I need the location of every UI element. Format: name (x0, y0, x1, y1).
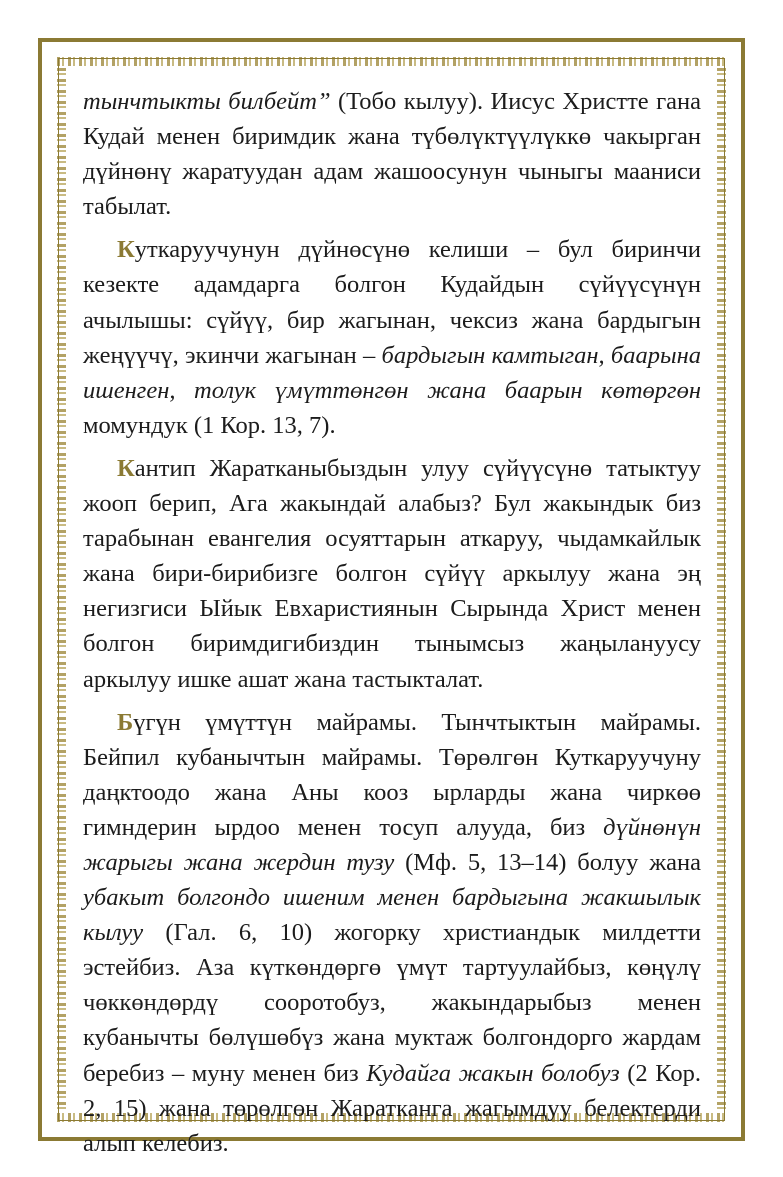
paragraph-4 (83, 705, 701, 1161)
paragraph-3-text-1: антип Жаратканыбыздын улуу сүйүүсүнө татыктуу жооп берип, Ага жакындай алабыз? Бул жакындык биз тарабынан евангелия осуяттарын аткаруу, чыдамкайлык жана бири-бирибизге болгон сүйүү аркылуу жана эң негизгиси Ыйык Евхаристиянын Сырында Христ менен болгон биримдигибиздин тынымсыз жаңылануусу аркылуу ишке ашат жана тастыкталат. (83, 454, 701, 693)
paragraph-2-italic-2: бардыгын камтыган, баарына ишенген, толук үмүттөнгөн жана баарын көтөргөн (83, 341, 701, 404)
paragraph-2 (83, 232, 701, 443)
paragraph-4-italic-2: дүйнөнүн жарыгы жана жердин тузу (83, 813, 701, 876)
text-body (83, 84, 701, 1169)
drop-initial: К (117, 236, 135, 264)
paragraph-4-italic-4: убакыт болгондо ишеним менен бардыгына жакшылык кылуу (83, 884, 701, 947)
drop-initial: К (117, 454, 135, 482)
paragraph-1 (83, 84, 701, 224)
paragraph-3 (83, 451, 701, 697)
paragraph-4-text-1: үгүн үмүттүн майрамы. Тынчтыктын майрамы. Бейпил кубанычтын майрамы. Төрөлгөн Куткаруучуну даңктоодо жана Аны кооз ырларды жана чиркөө гимндерин ырдоо менен тосуп алууда, биз (83, 708, 701, 841)
paragraph-1-italic-1: тынчтыкты билбейт” (83, 88, 331, 115)
paragraph-1-text-2: (Тобо кылуу). Иисус Христте гана Кудай менен биримдик жана түбөлүктүүлүккө чакырган дүйнөнү жаратуудан адам жашоосунун чыныгы мааниси табылат. (83, 88, 701, 221)
drop-initial: Б (117, 708, 134, 736)
paragraph-4-text-7: (2 Кор. 2, 15) жана төрөлгөн Жаратканга жагымдуу белектерди алып келебиз. (83, 1059, 701, 1157)
paragraph-2-text-3: момундук (1 Кор. 13, 7). (83, 411, 336, 439)
paragraph-4-italic-6: Кудайга жакын болобуз (366, 1059, 620, 1087)
paragraph-4-text-5: (Гал. 6, 10) жогорку христиандык милдетти эстейбиз. Аза күткөндөргө үмүт тартуулайбыз, көңүлү чөккөндөрдү сооротобуз, жакындарыбыз менен кубанычты бөлүшөбүз жана муктаж болгондорго жардам беребиз – муну менен биз (83, 919, 701, 1087)
paragraph-2-text-1: уткаруучунун дүйнөсүнө келиши – бул биринчи кезекте адамдарга болгон Кудайдын сүйүүсүнүн ачылышы: сүйүү, бир жагынан, чексиз жана бардыгын жеңүүчү, экинчи жагынан – (83, 236, 701, 369)
paragraph-4-text-3: (Мф. 5, 13–14) болуу жана (394, 848, 701, 876)
